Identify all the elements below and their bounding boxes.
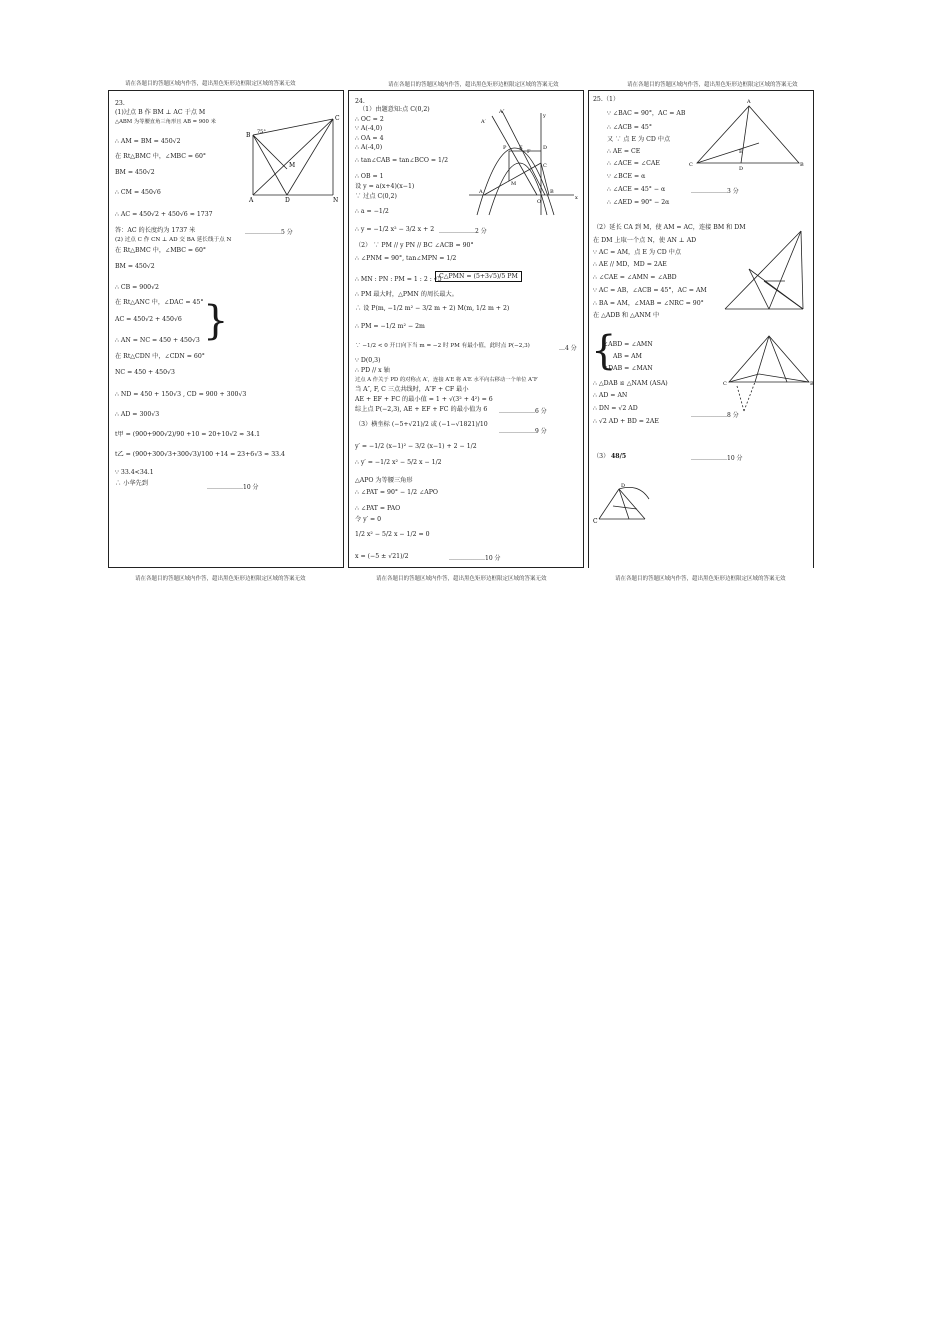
q24-line-10: ∴ a = −1/2 — [355, 208, 389, 215]
q24-line-8: 设 y = a(x+4)(x−1) — [355, 183, 415, 190]
q23-line-16: 在 Rt△CDN 中，∠CDN = 60° — [115, 353, 205, 360]
header-top-3: 请在各题目的答题区域内作答，超出黑色矩形边框限定区域的答案无效 — [627, 82, 798, 88]
q24-line-0: 24. — [355, 98, 365, 105]
q23-fig-label-m: M — [289, 162, 296, 169]
q23-line-19: ∴ AD = 300√3 — [115, 411, 160, 418]
q24-fig-label-a1: A′ — [481, 119, 486, 125]
q23-fig-line-dc — [287, 119, 333, 195]
q25-p2b-line-1: ∴ AD = AN — [593, 392, 628, 399]
q25-score-3: ………………3 分 — [691, 188, 739, 195]
q25-score-10: ………………10 分 — [691, 455, 743, 462]
q23-line-0: 23. — [115, 100, 125, 107]
answer-panel-23 — [108, 90, 344, 568]
q25-p2b-line-3: ∴ √2 AD + BD = 2AE — [593, 418, 659, 425]
q23-line-3: ∴ AM = BM = 450√2 — [115, 138, 181, 145]
q24-line-33: x = (−5 ± √21)/2 — [355, 553, 409, 560]
q23-figure — [109, 91, 345, 204]
q23-line-13: 在 Rt△ANC 中，∠DAC = 45° — [115, 299, 204, 306]
q24-line-28: △APO 为等腰三角形 — [355, 477, 413, 484]
q25-system-brace: { — [591, 328, 617, 374]
q23-line-9: (2) 过点 C 作 CN ⊥ AD 交 BA 延长线于点 N — [115, 237, 232, 243]
q23-fig-label-d: D — [285, 197, 290, 204]
q23-fig-label-c: C — [335, 115, 340, 122]
q24-line-24: 综上点 P(−2,3), AE + EF + FC 的最小值为 6 — [355, 406, 488, 413]
q25-p1-line-5: ∴ ∠ACE = ∠CAE — [607, 160, 660, 167]
q24-line-2: ∴ OC = 2 — [355, 116, 384, 123]
q24-line-20: ∴ PD // x 轴 — [355, 367, 390, 374]
q24-score-10: ………………10 分 — [449, 555, 501, 562]
q25-system-line-2: ∠DAB = ∠MAN — [603, 365, 653, 372]
q24-line-1: （1）由题意知:点 C(0,2) — [359, 106, 430, 113]
q25-fig1-label-b: B — [800, 162, 804, 168]
q24-figure — [349, 91, 585, 221]
q25-fig4-line-5 — [619, 489, 629, 519]
q25-p1-line-4: ∴ AE = CE — [607, 148, 641, 155]
q24-line-27: ∴ y′ = −1/2 x² − 5/2 x − 1/2 — [355, 459, 442, 466]
q25-system-line-1: AB = AM — [613, 353, 642, 360]
q25-fig4-line-2 — [619, 489, 645, 519]
q25-p2-line-5: ∵ AC = AB，∠ACB = 45°，AC = AM — [593, 287, 707, 294]
q25-fig4-label-c: C — [593, 518, 598, 525]
q25-p2-line-6: ∴ BA = AM，∠MAB = ∠NRC = 90° — [593, 300, 704, 307]
q25-p1-line-8: ∴ ∠AED = 90° − 2α — [607, 199, 670, 206]
q24-fig-label-p: P — [503, 145, 507, 151]
q25-fig1-label-c: C — [689, 162, 693, 168]
q23-brace: } — [203, 298, 229, 344]
q25-fig1-label-e: E — [739, 149, 743, 155]
q23-line-14: AC = 450√2 + 450√6 — [115, 316, 182, 323]
q24-line-19: ∵ D(0,3) — [355, 357, 381, 364]
q24-boxed-formula: C△PMN = (5+3√5)/5 PM — [435, 271, 522, 282]
q25-p2-line-1: 在 DM 上取一个点 N，使 AN ⊥ AD — [593, 237, 697, 244]
q25-system-line-0: ∠ABD = ∠AMN — [603, 341, 653, 348]
q24-line-7: ∴ OB = 1 — [355, 173, 384, 180]
q23-line-10: 在 Rt△BMC 中，∠MBC = 60° — [115, 247, 207, 254]
q23-line-20: t甲 = (900+900√2)/90 +10 = 20+10√2 ≈ 34.1 — [115, 431, 261, 438]
q24-line-17: ∴ PM = −1/2 m² − 2m — [355, 323, 425, 330]
q25-p2b-line-0: ∴ △DAB ≌ △NAM (ASA) — [593, 380, 668, 387]
q25-fig1-label-d: D — [739, 166, 744, 172]
q24-fig-label-x: x — [575, 195, 578, 201]
q25-p1-line-1: ∵ ∠BAC = 90°，AC = AB — [607, 110, 686, 117]
q24-line-26: y′ = −1/2 (x−1)² − 3/2 (x−1) + 2 − 1/2 — [355, 443, 477, 450]
q23-line-11: BM = 450√2 — [115, 263, 155, 270]
q25-part3-label: （3） — [593, 453, 610, 460]
q23-fig-label-n: N — [333, 197, 339, 204]
q24-fig-line-a2 — [502, 111, 548, 195]
q24-line-4: ∴ OA = 4 — [355, 135, 384, 142]
q24-fig-label-d: D — [543, 145, 548, 151]
header-bottom-3: 请在各题目的答题区域内作答，超出黑色矩形边框限定区域的答案无效 — [615, 576, 786, 582]
q23-line-15: ∴ AN = NC = 450 + 450√3 — [115, 337, 200, 344]
q24-line-16: ∴ 设 P(m, −1/2 m² − 3/2 m + 2) M(m, 1/2 m + 2) — [355, 305, 510, 312]
q25-p2-line-0: （2）延长 CA 到 M，使 AM = AC，连接 BM 和 DM — [593, 224, 746, 231]
q24-fig-line-ac — [484, 163, 541, 195]
answer-panel-25 — [588, 90, 814, 568]
q23-fig-line-bd — [253, 135, 287, 195]
q24-fig-label-f: F — [527, 149, 531, 155]
q23-fig-line-bm — [253, 135, 287, 169]
q24-line-13: ∴ ∠PNM = 90°, tan∠MPN = 1/2 — [355, 255, 457, 262]
q23-line-2: △ABM 为等腰直角三角形且 AB = 900 米 — [115, 119, 216, 125]
header-bottom-1: 请在各题目的答题区域内作答，超出黑色矩形边框限定区域的答案无效 — [135, 576, 306, 582]
q24-fig-label-b: B — [550, 189, 554, 195]
q24-line-6: ∴ tan∠CAB = tan∠BCO = 1/2 — [355, 157, 449, 164]
q24-line-12: （2） ∵ PM // y PN // BC ∠ACB = 90° — [355, 242, 474, 249]
q25-p1-line-3: 又 ∵ 点 E 为 CD 中点 — [607, 136, 671, 143]
q24-fig-label-e: E — [519, 145, 523, 151]
header-top-1: 请在各题目的答题区域内作答，超出黑色矩形边框限定区域的答案无效 — [125, 81, 296, 87]
q25-p2-line-2: ∵ AC = AM，点 E 为 CD 中点 — [593, 249, 682, 256]
q23-line-1: (1)过点 B 作 BM ⊥ AC 于点 M — [115, 109, 206, 116]
q23-line-7: ∴ AC = 450√2 + 450√6 ≈ 1737 — [115, 211, 213, 218]
q25-fig4-line-1 — [599, 489, 619, 519]
q24-line-14: ∴ MN : PN : PM = 1 : 2 : √5 — [355, 276, 442, 283]
q25-p1-line-6: ∵ ∠BCE = α — [607, 173, 646, 180]
q25-figure-4 — [589, 91, 815, 531]
q23-line-17: NC = 450 + 450√3 — [115, 369, 175, 376]
q25-p2-line-3: ∴ AE // MD，MD = 2AE — [593, 261, 667, 268]
q24-fig-label-a: A — [479, 189, 483, 195]
q24-score-2: ………………2 分 — [439, 228, 487, 235]
q24-line-9: ∵ 过点 C(0,2) — [355, 193, 397, 200]
q25-score-8: ………………8 分 — [691, 412, 739, 419]
q23-line-4: 在 Rt△BMC 中，∠MBC = 60° — [115, 153, 207, 160]
q24-score-9: ………………9 分 — [499, 428, 547, 435]
q24-line-15: ∴ PM 最大时，△PMN 的周长最大。 — [355, 291, 458, 298]
q25-fig4-arc — [619, 487, 649, 499]
header-bottom-2: 请在各题目的答题区域内作答，超出黑色矩形边框限定区域的答案无效 — [376, 576, 547, 582]
q24-line-31: 令 y′ = 0 — [355, 516, 382, 523]
q25-fig4-label-d: D — [621, 483, 626, 489]
q24-fig-label-o: O — [537, 199, 542, 205]
q23-line-23: ∴ 小华先到 — [115, 480, 148, 487]
q25-part3-answer: 48/5 — [611, 453, 627, 460]
q23-fig-label-angle: 75° — [257, 129, 266, 135]
q25-p2-line-7: 在 △ADB 和 △ANM 中 — [593, 312, 660, 319]
q24-line-23: AE + EF + FC 的最小值 = 1 + √(3² + 4²) = 6 — [355, 396, 493, 403]
q25-fig3-label-b: B — [810, 381, 814, 387]
q23-line-6: ∴ CM = 450√6 — [115, 189, 161, 196]
q24-line-11: ∴ y = −1/2 x² − 3/2 x + 2 — [355, 226, 435, 233]
q23-line-5: BM = 450√2 — [115, 169, 155, 176]
q24-fig-parabola-shift — [489, 163, 547, 215]
q25-p1-line-2: ∴ ∠ACB = 45° — [607, 124, 652, 131]
q24-fig-label-c: C — [543, 163, 547, 169]
q23-line-22: ∵ 33.4<34.1 — [115, 469, 154, 476]
q23-line-12: ∴ CB = 900√2 — [115, 284, 159, 291]
q24-line-18: ∵ −1/2 < 0 开口向下当 m = −2 时 PM 有最小值，此时点 P(−2,3) — [355, 343, 530, 349]
q23-score-10: ………………10 分 — [207, 484, 259, 491]
q24-line-5: ∴ A(-4,0) — [355, 144, 383, 151]
q23-line-18: ∴ ND = 450 + 150√3 , CD = 900 + 300√3 — [115, 391, 247, 398]
q25-p2b-line-2: ∴ DN = √2 AD — [593, 405, 638, 412]
q24-line-22: 当 A″, F, C 三点共线时，A″F + CF 最小 — [355, 386, 469, 393]
q24-line-21: 过点 A 作关于 PD 的对称点 A′，连接 A′E 将 A′E 水平向右移动一个单位 A″F — [355, 377, 538, 383]
q25-fig3-label-c: C — [723, 381, 727, 387]
q24-line-29: ∴ ∠PAT = 90° − 1/2 ∠APO — [355, 489, 438, 496]
q24-score-4: …4 分 — [559, 345, 577, 352]
q25-p1-line-0: 25.（1） — [593, 96, 620, 103]
q25-p2-line-4: ∴ ∠CAE = ∠AMN = ∠ABD — [593, 274, 677, 281]
q25-fig1-label-a: A — [747, 99, 751, 105]
q25-p1-line-7: ∴ ∠ACE = 45° − α — [607, 186, 666, 193]
q23-line-21: t乙 = (900+300√3+300√3)/100 +14 = 23+6√3 ≈ 33.4 — [115, 451, 285, 458]
header-top-2: 请在各题目的答题区域内作答，超出黑色矩形边框限定区域的答案无效 — [388, 82, 559, 88]
q23-score-5: ………………5 分 — [245, 229, 293, 236]
q23-fig-label-a: A — [249, 197, 254, 204]
q23-fig-label-b: B — [246, 132, 251, 139]
q24-line-3: ∵ A(-4,0) — [355, 125, 383, 132]
q24-line-32: 1/2 x² − 5/2 x − 1/2 = 0 — [355, 531, 430, 538]
q24-line-25: （3）横坐标 (−5+√21)/2 或 (−1−√1821)/10 — [355, 421, 488, 428]
q24-fig-label-y: y — [543, 113, 546, 119]
q24-fig-label-a2: A″ — [499, 109, 505, 115]
q24-line-30: ∴ ∠PAT = PAO — [355, 505, 401, 512]
q24-fig-label-m: M — [511, 181, 517, 187]
q23-line-8: 答：AC 的长度约为 1737 米 — [115, 227, 196, 234]
q24-score-6: ………………6 分 — [499, 408, 547, 415]
answer-panel-24 — [348, 90, 584, 568]
